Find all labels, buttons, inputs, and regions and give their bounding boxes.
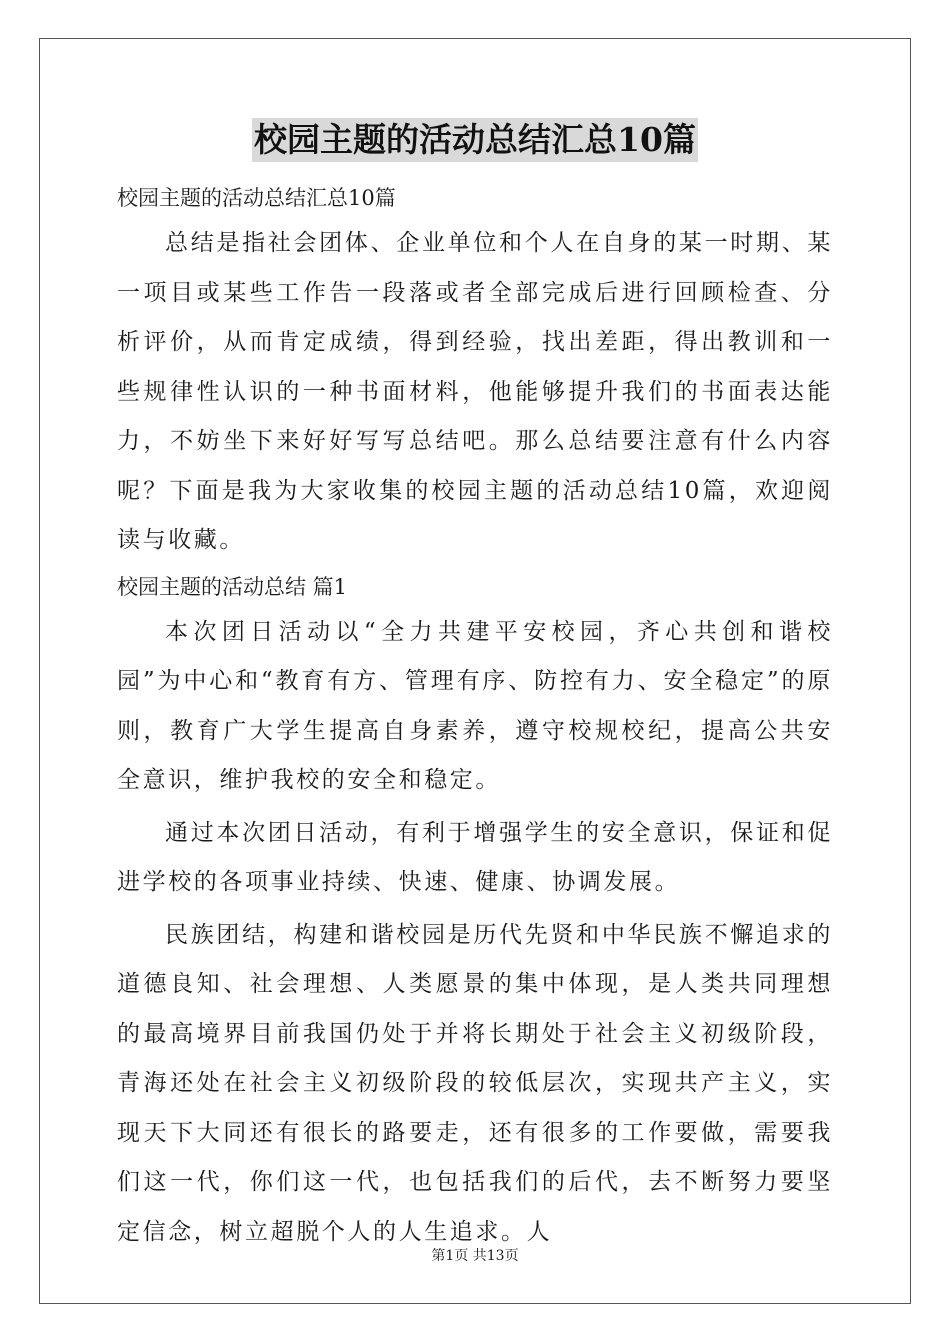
body-paragraph: 本次团日活动以“全力共建平安校园，齐心共创和谐校园”为中心和“教育有方、管理有序、防控有力、安全稳定”的原则，教育广大学生提高自身素养，遵守校规校纪，提高公共安全意识，维护我校的安全和稳定。 — [117, 618, 833, 793]
page-number-footer: 第1页 共13页 — [431, 1248, 519, 1264]
section-heading: 校园主题的活动总结 篇1 — [117, 574, 348, 599]
title-block — [117, 118, 833, 180]
document-body — [117, 118, 833, 1260]
document-title: 校园主题的活动总结汇总10篇 — [252, 118, 698, 162]
body-paragraph: 通过本次团日活动，有利于增强学生的安全意识，保证和促进学校的各项事业持续、快速、健康、协调发展。 — [117, 819, 833, 895]
document-subtitle: 校园主题的活动总结汇总10篇 — [117, 186, 396, 210]
intro-paragraph: 总结是指社会团体、企业单位和个人在自身的某一时期、某一项目或某些工作告一段落或者全部完成后进行回顾检查、分析评价，从而肯定成绩，得到经验，找出差距，得出教训和一些规律性认识的一种书面材料，他能够提升我们的书面表达能力，不妨坐下来好好写写总结吧。那么总结要注意有什么内容呢？下面是我为大家收集的校园主题的活动总结10篇，欢迎阅读与收藏。 — [117, 230, 833, 553]
body-paragraph: 民族团结，构建和谐校园是历代先贤和中华民族不懈追求的道德良知、社会理想、人类愿景的集中体现，是人类共同理想的最高境界目前我国仍处于并将长期处于社会主义初级阶段，青海还处在社会主义初级阶段的较低层次，实现共产主义，实现天下大同还有很长的路要走，还有很多的工作要做，需要我们这一代，你们这一代，也包括我们的后代，去不断努力要坚定信念，树立超脱个人的人生追求。人 — [117, 921, 833, 1245]
